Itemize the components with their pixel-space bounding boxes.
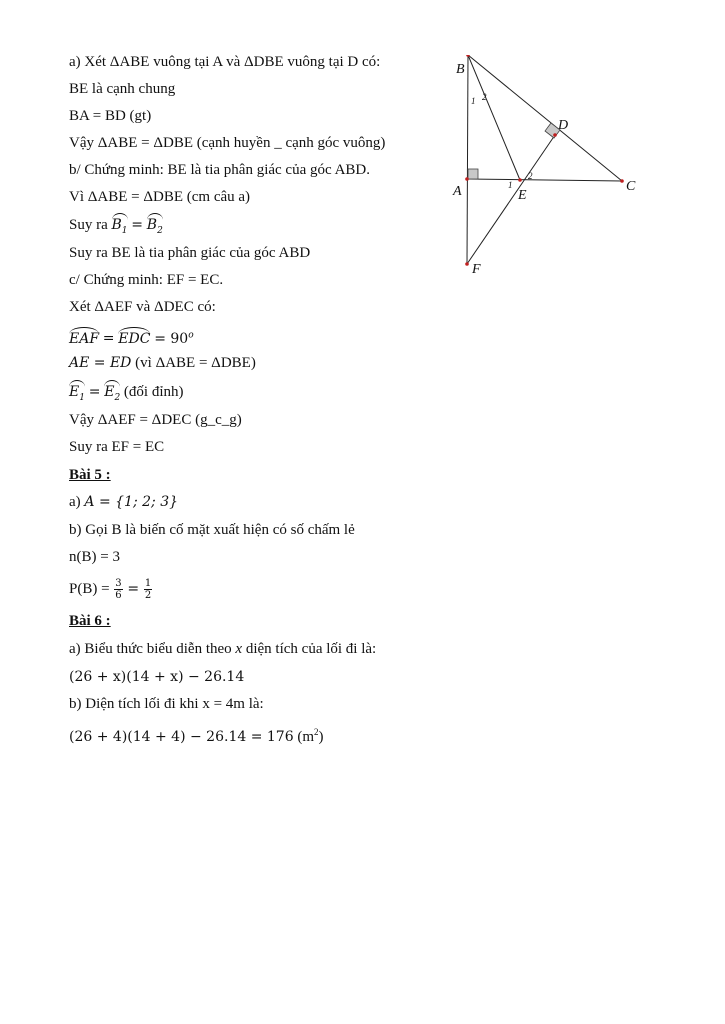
angle-e2: $E_2$ — [104, 383, 120, 407]
text-line: Xét ΔAEF và ΔDEC có: — [69, 299, 216, 315]
text-line-angle-equality — [69, 216, 163, 240]
math-ae-ed: AE = ED — [69, 355, 132, 371]
equals-sign: = — [88, 384, 101, 400]
segment-ac — [467, 179, 622, 181]
angle-value: = $90^o$ — [154, 330, 194, 347]
fraction-3-6: $\frac{3}{6}$ — [115, 578, 122, 601]
point-c — [620, 179, 624, 183]
text-line: Suy ra BE là tia phân giác của góc ABD — [69, 245, 311, 261]
text-reason: (đối đỉnh) — [120, 384, 184, 400]
text-line-vertical-angles — [69, 383, 184, 407]
text-line: Vì ΔABE = ΔDBE (cm câu a) — [69, 189, 251, 205]
angle-mark-b1: 1 — [471, 96, 476, 106]
text-line: b/ Chứng minh: BE là tia phân giác của góc ABD. — [69, 162, 370, 178]
text-line: n(B) = 3 — [69, 549, 120, 565]
angle-b2: $B_2$ — [147, 216, 163, 240]
text-line-area-result: (26 + 4)(14 + 4) − 26.14 = 176 $(m^2)$ — [69, 727, 324, 745]
text-line-right-angles — [69, 326, 194, 348]
text-line-expression-intro: a) Biểu thức biểu diễn theo x diện tích của lối đi là: — [69, 641, 377, 657]
angle-eaf: EAF — [69, 330, 100, 347]
segment-be — [468, 55, 520, 180]
text-line: Vậy ΔAEF = ΔDEC (g_c_g) — [69, 412, 242, 428]
text-line: Suy ra EF = EC — [69, 439, 165, 455]
right-angle-marker-a — [468, 169, 478, 179]
geometry-figure — [440, 55, 660, 285]
segment-fd — [467, 135, 555, 264]
label-d: D — [558, 118, 569, 133]
segment-bc — [468, 55, 622, 181]
point-f — [465, 262, 469, 266]
math-expression: (26 + x)(14 + x) − 26.14 — [69, 669, 245, 685]
label-c: C — [626, 179, 636, 194]
text-line: c/ Chứng minh: EF = EC. — [69, 272, 224, 288]
point-a — [465, 177, 469, 181]
equals-sign: = — [102, 330, 115, 347]
segment-bf — [467, 55, 468, 264]
label-f: F — [472, 262, 481, 277]
text-line: b) Gọi B là biến cố mặt xuất hiện có số chấm lẻ — [69, 522, 355, 538]
text-line: Vậy ΔABE = ΔDBE (cạnh huyền _ cạnh góc vuông) — [69, 135, 386, 151]
label-b: B — [456, 62, 465, 77]
angle-b1: $B_1$ — [112, 216, 128, 240]
text-line: a) Xét ΔABE vuông tại A và ΔDBE vuông tại D có: — [69, 54, 381, 70]
angle-edc: EDC — [118, 330, 151, 347]
section-heading-bai-6: Bài 6 : — [69, 613, 111, 629]
angle-mark-b2: 2 — [482, 92, 487, 102]
angle-mark-e1: 1 — [508, 180, 513, 190]
fraction-1-2: $\frac{1}{2}$ — [144, 578, 152, 601]
label-e: E — [518, 188, 527, 203]
math-area-result: (26 + 4)(14 + 4) − 26.14 = 176 — [69, 729, 294, 745]
angle-e1: $E_1$ — [69, 383, 85, 407]
text-line: BA = BD (gt) — [69, 108, 152, 124]
text-reason: (vì ΔABE = ΔDBE) — [131, 355, 256, 371]
text-line-probability — [69, 578, 153, 601]
text-line: BE là cạnh chung — [69, 81, 176, 97]
point-e — [518, 178, 522, 182]
math-set-a: A = {1; 2; 3} — [84, 494, 179, 510]
angle-mark-e2: 2 — [528, 171, 533, 181]
text-line: b) Diện tích lối đi khi x = 4m là: — [69, 696, 264, 712]
equals-sign: = — [131, 217, 144, 233]
label-a: A — [453, 184, 462, 199]
text-line-set: a) A = {1; 2; 3} — [69, 494, 179, 510]
text-prefix: P(B) = — [69, 580, 110, 597]
text-prefix: Suy ra — [69, 217, 108, 233]
point-d — [553, 133, 557, 137]
equals-sign: = — [127, 580, 140, 597]
section-heading-bai-5: Bài 5 : — [69, 467, 111, 483]
text-line-side-equality — [69, 354, 256, 372]
